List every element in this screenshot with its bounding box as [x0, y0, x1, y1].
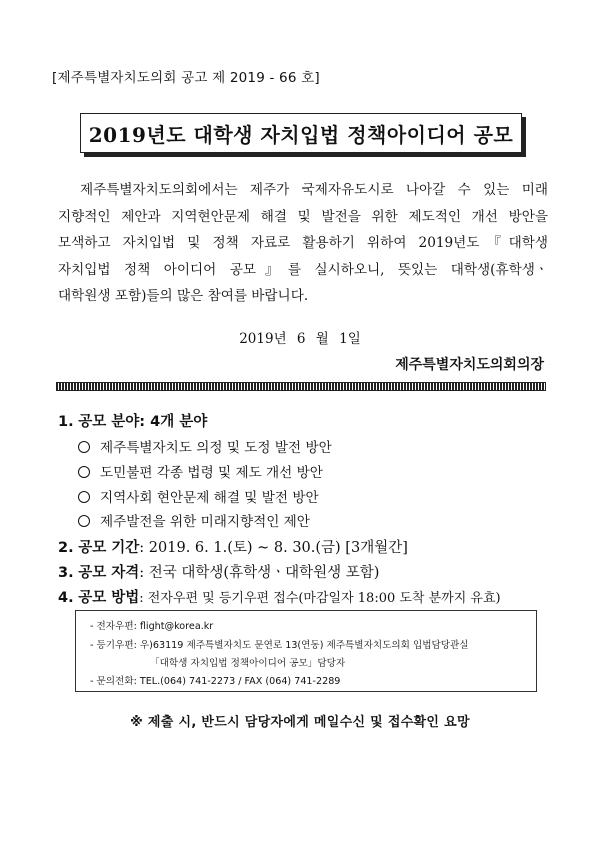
list-item-text: 도민불편 각종 법령 및 제도 개선 방안 [100, 465, 323, 481]
circle-bullet-icon [78, 515, 90, 527]
circle-bullet-icon [78, 491, 90, 503]
section-value: : 전국 대학생(휴학생ㆍ대학원생 포함) [139, 565, 380, 581]
intro-line: 지향적인 제안과 지역현안문제 해결 및 발전을 위한 제도적인 개선 방안을 [58, 208, 548, 225]
section-eligibility [58, 561, 379, 582]
section-label: 공모 분야 [78, 414, 140, 430]
list-item [78, 461, 323, 481]
signer: 제주특별자치도의회의장 [395, 357, 544, 373]
list-item-text: 제주특별자치도 의정 및 도정 발전 방안 [100, 440, 332, 456]
section-value: : 2019. 6. 1.(토) ~ 8. 30.(금) [3개월간] [139, 540, 408, 556]
contact-phone: - 문의전화: TEL.(064) 741-2273 / FAX (064) 741-2289 [90, 676, 341, 687]
section-period [58, 536, 408, 557]
section-method [58, 586, 501, 607]
section-label: 공모 자격 [78, 565, 140, 581]
intro-line: 대학원생 포함)들의 많은 참여를 바랍니다. [58, 288, 309, 304]
contact-mail-attn: 「대학생 자치입법 정책아이디어 공모」담당자 [150, 658, 346, 669]
circle-bullet-icon [78, 441, 90, 453]
title-box [80, 113, 522, 153]
intro-paragraph [58, 177, 548, 310]
section-number: 2. [58, 540, 74, 556]
list-item-text: 제주발전을 위한 미래지향적인 제안 [100, 514, 310, 530]
circle-bullet-icon [78, 466, 90, 478]
section-value: : 4개 분야 [139, 414, 208, 430]
list-item [78, 510, 310, 530]
section-label: 공모 방법 [78, 590, 140, 606]
section-label: 공모 기간 [78, 540, 140, 556]
list-item [78, 436, 332, 456]
section-number: 3. [58, 565, 74, 581]
intro-line: 자치입법 정책 아이디어 공모』를 실시하오니, 뜻있는 대학생(휴학생ㆍ [58, 261, 548, 278]
section-number: 1. [58, 414, 74, 430]
list-item-text: 지역사회 현안문제 해결 및 발전 방안 [100, 490, 319, 506]
intro-line: 모색하고 자치입법 및 정책 자료로 활용하기 위하여 2019년도『대학생 [58, 235, 548, 251]
divider [56, 382, 546, 391]
notice-number: [제주특별자치도의회 공고 제 2019 - 66 호] [52, 70, 320, 86]
section-field [58, 410, 207, 431]
contact-box [75, 610, 537, 692]
footnote: ※ 제출 시, 반드시 담당자에게 메일수신 및 접수확인 요망 [130, 715, 470, 730]
section-value: : 전자우편 및 등기우편 접수(마감일자 18:00 도착 분까지 유효) [139, 591, 501, 606]
contact-email: - 전자우편: flight@korea.kr [90, 621, 214, 632]
page-title: 2019년도 대학생 자치입법 정책아이디어 공모 [88, 122, 514, 147]
contact-mail: - 등기우편: 우)63119 제주특별자치도 문연로 13(연동) 제주특별자치도의회 입법담당관실 [90, 640, 469, 651]
notice-date: 2019년 6 월 1일 [239, 331, 361, 347]
list-item [78, 486, 319, 506]
section-number: 4. [58, 590, 74, 606]
intro-line: 제주특별자치도의회에서는 제주가 국제자유도시로 나아갈 수 있는 미래 [80, 182, 548, 198]
